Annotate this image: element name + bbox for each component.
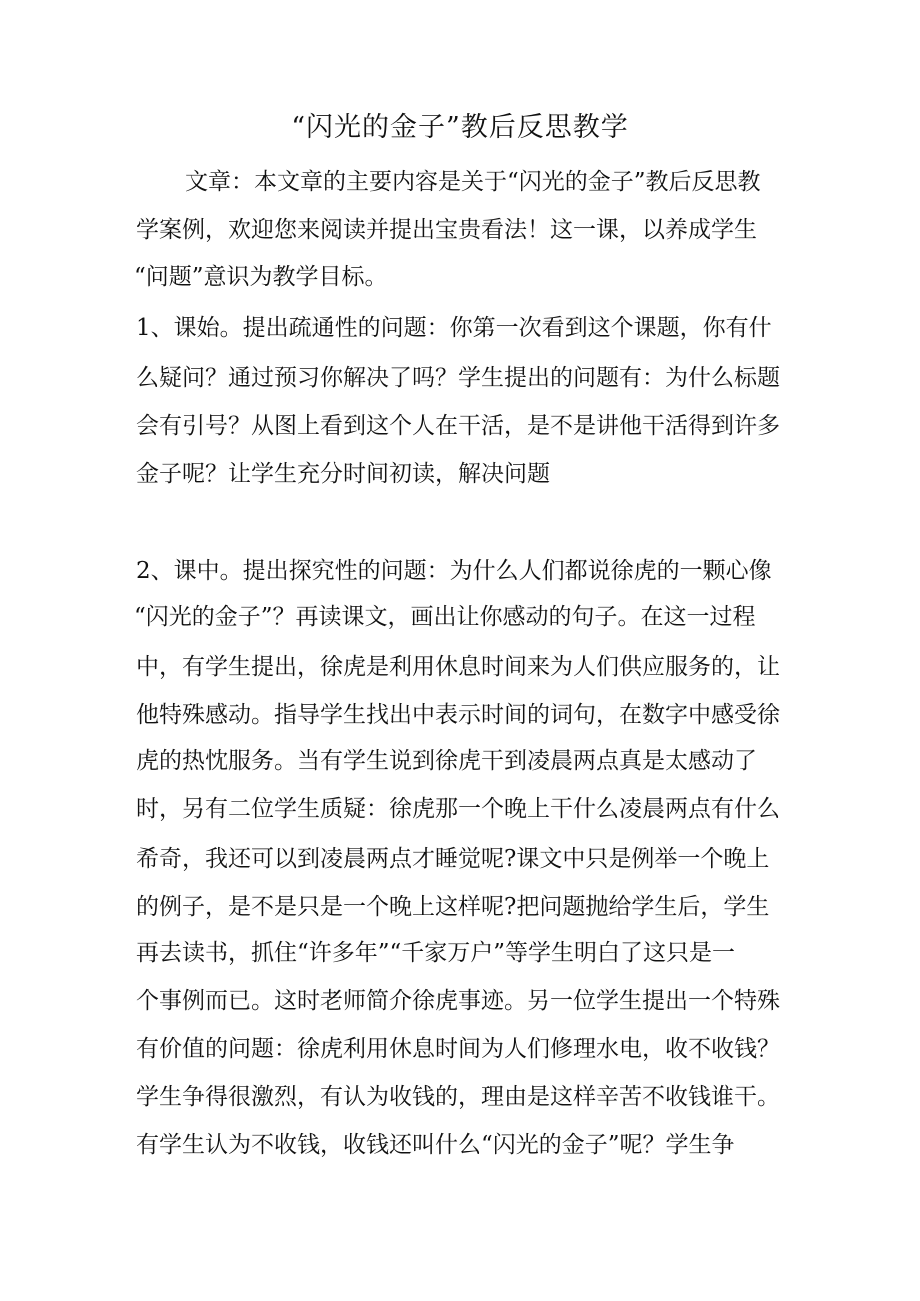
section-2-line: 时，另有二位学生质疑：徐虎那一个晚上干什么凌晨两点有什么 bbox=[136, 796, 780, 822]
section-2-line: 他特殊感动。指导学生找出中表示时间的词句，在数字中感受徐 bbox=[136, 702, 780, 728]
intro-line: 文章：本文章的主要内容是关于“闪光的金子”教后反思教 bbox=[185, 169, 761, 195]
section-2-line: 有价值的问题：徐虎利用休息时间为人们修理水电，收不收钱？ bbox=[136, 1036, 780, 1062]
section-2-line: 有学生认为不收钱，收钱还叫什么“闪光的金子”呢？学生争 bbox=[136, 1132, 735, 1158]
section-2-line: 虎的热忱服务。当有学生说到徐虎干到凌晨两点真是太感动了 bbox=[136, 748, 757, 774]
section-2-line: 个事例而已。这时老师简介徐虎事迹。另一位学生提出一个特殊 bbox=[136, 988, 780, 1014]
intro-line: 学案例，欢迎您来阅读并提出宝贵看法！这一课，以养成学生 bbox=[136, 217, 757, 243]
section-1-line: 会有引号？从图上看到这个人在干活，是不是讲他干活得到许多 bbox=[136, 413, 780, 439]
section-2-line: 再去读书，抓住“许多年”“千家万户”等学生明白了这只是一 bbox=[136, 940, 736, 966]
section-2-line: 2、课中。提出探究性的问题：为什么人们都说徐虎的一颗心像 bbox=[136, 558, 772, 584]
section-2-line: 中，有学生提出，徐虎是利用休息时间来为人们供应服务的，让 bbox=[136, 654, 780, 680]
section-2-line: “闪光的金子”？再读课文，画出让你感动的句子。在这一过程 bbox=[134, 604, 756, 630]
section-2-line: 希奇，我还可以到凌晨两点才睡觉呢?课文中只是例举一个晚上 bbox=[136, 846, 770, 872]
section-1-line: 么疑问？通过预习你解决了吗？学生提出的问题有：为什么标题 bbox=[136, 365, 780, 391]
section-1-line: 金子呢？让学生充分时间初读，解决问题 bbox=[136, 461, 550, 487]
section-2-line: 的例子，是不是只是一个晚上这样呢?把问题抛给学生后，学生 bbox=[136, 894, 770, 920]
section-2-line: 学生争得很激烈，有认为收钱的，理由是这样辛苦不收钱谁干。 bbox=[136, 1084, 780, 1110]
document-title: “闪光的金子”教后反思教学 bbox=[291, 112, 629, 143]
section-1-line: 1、课始。提出疏通性的问题：你第一次看到这个课题，你有什 bbox=[136, 315, 772, 341]
intro-line: “问题”意识为教学目标。 bbox=[134, 264, 388, 290]
